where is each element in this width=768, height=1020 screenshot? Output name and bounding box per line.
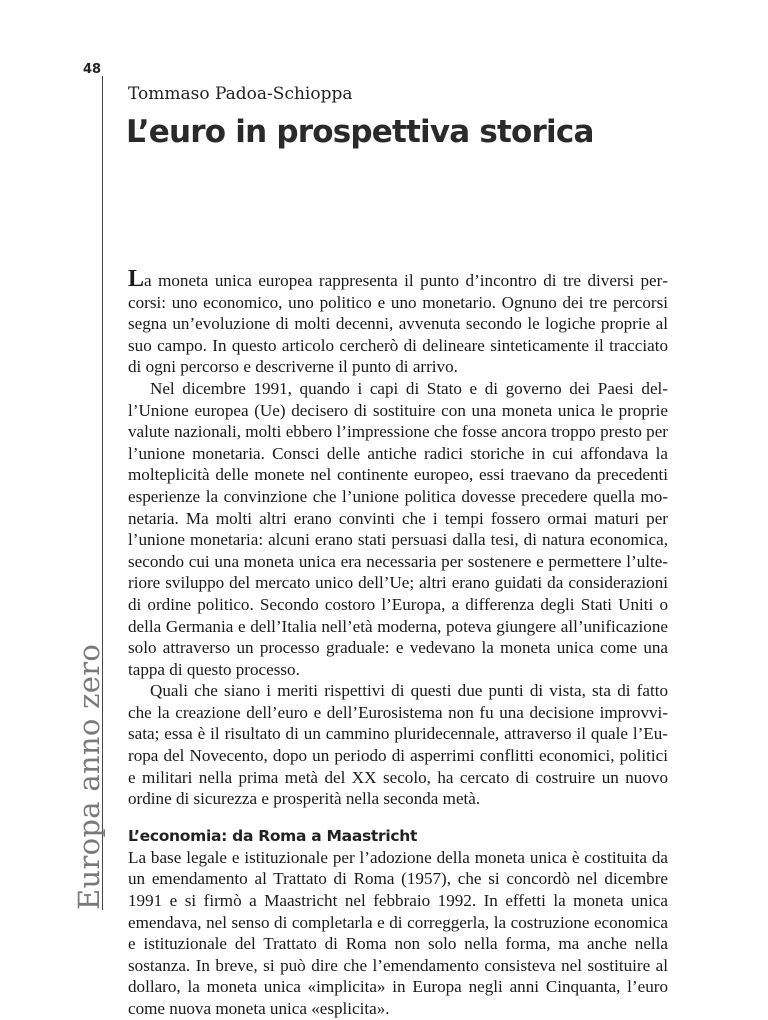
drop-cap: L xyxy=(128,266,145,292)
section-heading: L’economia: da Roma a Maastricht xyxy=(128,826,418,845)
paragraph-3: Quali che siano i meriti rispettivi di questi due punti di vista, sta di fatto che la creazione dell’euro e dell’Eurosistema non fu una decisione improvvisata; essa è il risultato di un cammino pluridecennale, attraverso il quale l’Europa del Novecento, dopo un periodo di asperrimi conflitti economici, politici e militari nella prima metà del XX secolo, ha cercato di costruire un nuovo ordine di sicurezza e prosperità nella seconda metà. xyxy=(128,681,668,809)
paragraph-intro-text: a moneta unica europea rappresenta il punto d’incontro di tre diversi percorsi: uno economico, uno politico e uno monetario. Ognuno dei tre percorsi segna un’evoluzione di molti decenni, avvenuta secondo le logiche proprie al suo campo. In questo articolo cercherò di delineare sinteticamente il tracciato di ogni percorso e descriverne il punto di arrivo. xyxy=(128,271,668,377)
page-number: 48 xyxy=(83,62,102,77)
paragraph-2: Nel dicembre 1991, quando i capi di Stato e di governo dei Paesi dell’Unione europea (Ue) decisero di sostituire con una moneta unica le proprie valute nazionali, molti ebbero l’impressione che fosse ancora troppo presto per l’unione monetaria. Consci delle antiche radici storiche in cui affondava la molteplicità delle monete nel continente europeo, essi traevano da precedenti esperienze la convinzione che l’unione politica dovesse precedere quella monetaria. Ma molti altri erano convinti che i tempi fossero ormai maturi per l’unione monetaria: alcuni erano stati persuasi dalla tesi, di natura economica, secondo cui una moneta unica era necessaria per sostenere e permettere l’ulteriore sviluppo del mercato unico dell’Ue; altri erano guidati da considerazioni di ordine politico. Secondo costoro l’Europa, a differenza degli Stati Uniti o della Germania e dell’Italia nell’età moderna, poteva giungere all’unificazione solo attraverso un processo graduale: e vedevano la moneta unica come una tappa di questo processo. xyxy=(128,378,668,679)
journal-title-vertical: Europa anno zero xyxy=(72,643,106,910)
paragraph-intro xyxy=(128,266,668,378)
author-name: Tommaso Padoa-Schioppa xyxy=(128,84,353,104)
article-title: L’euro in prospettiva storica xyxy=(126,114,594,150)
paragraph-4: La base legale e istituzionale per l’adozione della moneta unica è costituita da un emendamento al Trattato di Roma (1957), che si concordò nel dicembre 1991 e si firmò a Maastricht nel febbraio 1992. In effetti la moneta unica emendava, nel senso di completarla e di correggerla, la costruzione economica e istituzionale del Trattato di Roma non solo nella forma, ma anche nella sostanza. In breve, si può dire che l’emendamento consisteva nel sostituire al dollaro, la moneta unica «implicita» in Europa negli anni Cinquanta, l’euro come nuova moneta unica «esplicita». xyxy=(128,847,668,1018)
article-body xyxy=(128,266,668,1020)
